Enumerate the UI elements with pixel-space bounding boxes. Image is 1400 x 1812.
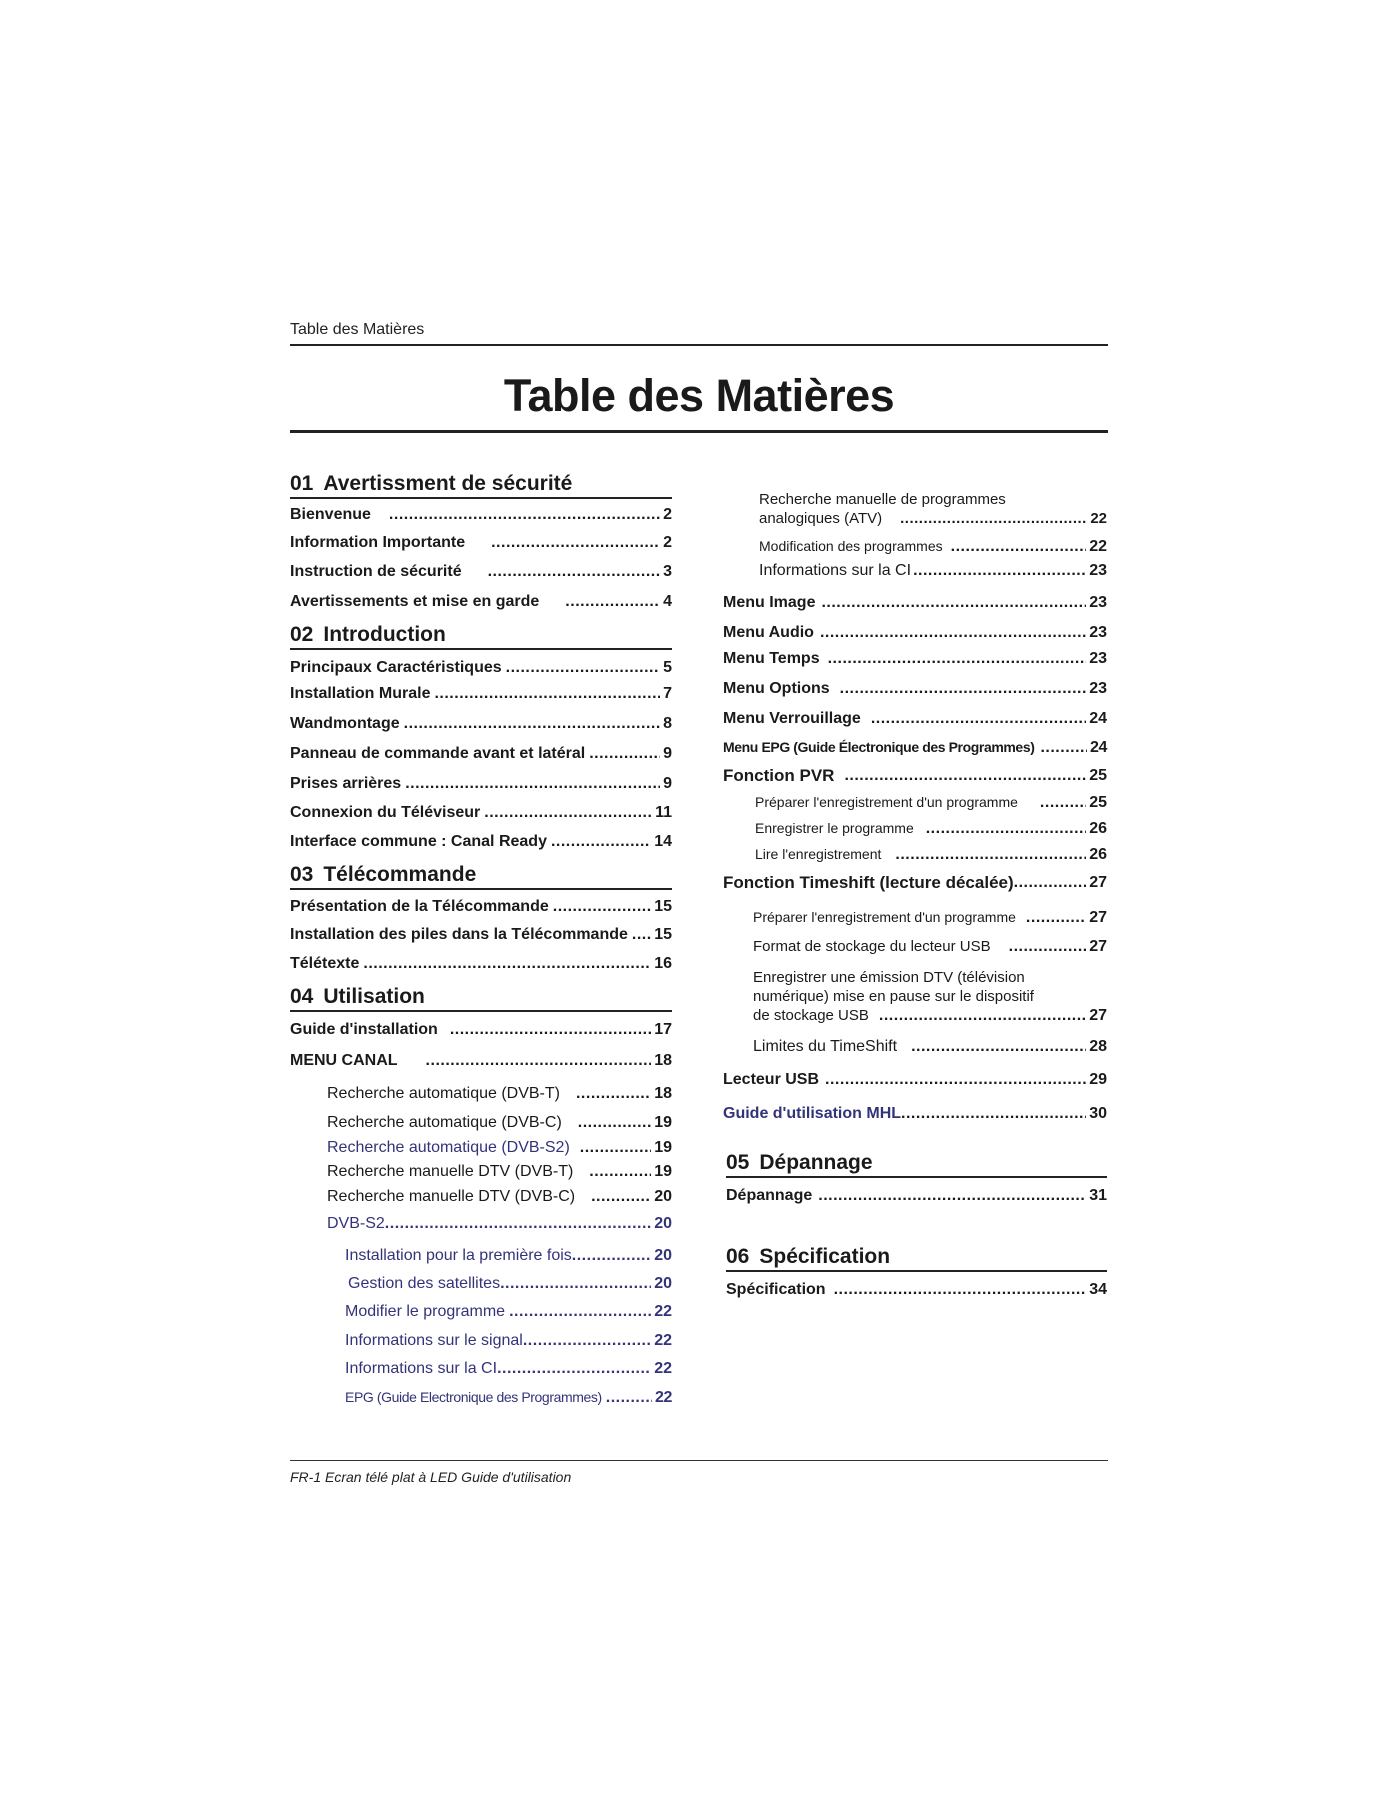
leader-dots: [553, 897, 651, 916]
toc-entry-label: Recherche automatique (DVB-S2): [327, 1139, 570, 1156]
toc-page-number: 11: [655, 804, 672, 821]
toc-page-number: 27: [1089, 874, 1107, 891]
toc-entry-label: EPG (Guide Electronique des Programmes): [345, 1389, 602, 1405]
section-title: Dépannage: [759, 1151, 873, 1174]
leader-dots: [820, 623, 1086, 642]
toc-page-number: 24: [1090, 739, 1107, 756]
toc-entry-label: Information Importante: [290, 534, 466, 551]
section-number: 02: [290, 623, 314, 646]
toc-entry-label: Menu Audio: [723, 624, 814, 641]
toc-entry-label: Guide d'installation: [290, 1021, 438, 1038]
section-heading-02: [290, 623, 672, 650]
toc-page-number: 15: [654, 898, 672, 915]
leader-dots: [434, 684, 660, 703]
toc-page-number: 14: [654, 833, 672, 850]
toc-entry-label: Recherche automatique (DVB-C): [327, 1114, 562, 1131]
toc-entry-label: Principaux Caractéristiques: [290, 659, 502, 676]
toc-entry-label: Guide d'utilisation MHL: [723, 1105, 902, 1122]
toc-page-number: 28: [1089, 1038, 1107, 1055]
leader-dots: [484, 803, 652, 822]
toc-entry-menu-verrouillage[interactable]: [723, 709, 1107, 728]
toc-entry-prises-arrieres[interactable]: [290, 774, 672, 793]
leader-dots: [591, 1187, 651, 1206]
toc-page-number: 7: [663, 685, 672, 702]
toc-entry-menu-options[interactable]: [723, 679, 1107, 698]
leader-dots: [895, 845, 1086, 864]
leader-dots: [363, 954, 651, 973]
toc-page-number: 15: [654, 926, 672, 943]
toc-page-number: 30: [1089, 1105, 1107, 1122]
toc-entry-recherche-auto-dvbs2[interactable]: [290, 1138, 672, 1157]
toc-entry-recherche-manuelle-atv-line1: [723, 490, 1107, 509]
toc-page-number: 23: [1089, 594, 1107, 611]
page-footer: FR-1 Ecran télé plat à LED Guide d'utilisation: [290, 1469, 572, 1485]
toc-entry-label: Panneau de commande avant et latéral: [290, 745, 586, 762]
toc-entry-label: Recherche automatique (DVB-T): [327, 1085, 560, 1102]
toc-entry-limites-timeshift[interactable]: [723, 1037, 1107, 1056]
leader-dots: [632, 925, 651, 944]
toc-page-number: 5: [663, 659, 672, 676]
leader-dots: [1009, 937, 1087, 956]
toc-page-number: 26: [1089, 846, 1107, 863]
page-title: Table des Matières: [503, 370, 895, 421]
section-title: Utilisation: [323, 985, 425, 1008]
leader-dots: [606, 1388, 652, 1407]
toc-page-number: 19: [654, 1163, 672, 1180]
toc-entry-label: Installation Murale: [290, 685, 431, 702]
toc-entry-recherche-manuelle-atv[interactable]: [723, 509, 1107, 528]
toc-entry-depannage[interactable]: [726, 1186, 1107, 1205]
toc-entry-lire-enregistrement[interactable]: [723, 845, 1107, 864]
toc-entry-enregistrer-emission-line2: [723, 987, 1107, 1006]
toc-entry-information-importante[interactable]: [290, 533, 672, 552]
section-number: 01: [290, 472, 314, 495]
leader-dots: [565, 592, 660, 611]
toc-entry-informations-ci[interactable]: [290, 1359, 672, 1378]
toc-page-number: 23: [1089, 680, 1107, 697]
toc-entry-installation-premiere-fois[interactable]: [290, 1246, 672, 1265]
toc-entry-preparer-enregistrement-timeshift[interactable]: [723, 908, 1107, 927]
leader-dots: [951, 537, 1087, 556]
toc-entry-label: Wandmontage: [290, 715, 400, 732]
leader-dots: [576, 1084, 651, 1103]
leader-dots: [450, 1020, 651, 1039]
toc-entry-recherche-auto-dvbc[interactable]: [290, 1113, 672, 1132]
toc-entry-enregistrer-emission[interactable]: [723, 1006, 1107, 1025]
toc-entry-label: Menu Verrouillage: [723, 710, 861, 727]
leader-dots: [834, 1280, 1087, 1299]
leader-dots: [821, 593, 1086, 612]
toc-entry-label: Fonction Timeshift (lecture décalée): [723, 873, 1014, 892]
toc-entry-label: DVB-S2: [327, 1215, 385, 1232]
toc-page-number: 26: [1089, 820, 1107, 837]
toc-entry-avertissements[interactable]: [290, 592, 672, 611]
leader-dots: [572, 1246, 651, 1265]
toc-entry-installation-piles[interactable]: [290, 925, 672, 944]
toc-page-number: 23: [1089, 562, 1107, 579]
toc-page-number: 23: [1089, 650, 1107, 667]
toc-entry-dvbs2[interactable]: [290, 1214, 672, 1233]
leader-dots: [491, 533, 660, 552]
toc-entry-enregistrer-emission-line1: [723, 968, 1107, 987]
toc-page-number: 9: [663, 775, 672, 792]
toc-page-number: 25: [1089, 794, 1107, 811]
leader-dots: [404, 714, 660, 733]
section-title: Télécommande: [323, 863, 477, 886]
toc-entry-label: Lecteur USB: [723, 1071, 820, 1088]
toc-right-column: [723, 490, 1107, 1299]
leader-dots: [589, 1162, 651, 1181]
toc-page-number: 22: [1089, 538, 1107, 555]
running-header: Table des Matières: [290, 321, 425, 338]
leader-dots: [901, 1104, 1086, 1123]
leader-dots: [500, 1274, 651, 1293]
toc-page-number: 2: [663, 534, 672, 551]
leader-dots: [509, 1302, 651, 1321]
toc-entry-teletexte[interactable]: [290, 954, 672, 973]
toc-entry-installation-murale[interactable]: [290, 684, 672, 703]
toc-entry-label: Recherche manuelle DTV (DVB-C): [327, 1188, 576, 1205]
toc-entry-label: Menu Options: [723, 680, 830, 697]
toc-entry-label: Connexion du Téléviseur: [290, 804, 481, 821]
leader-dots: [497, 1359, 651, 1378]
toc-entry-connexion-televiseur[interactable]: [290, 803, 672, 822]
toc-entry-menu-image[interactable]: [723, 593, 1107, 612]
toc-page-number: 22: [654, 1360, 672, 1377]
toc-entry-label: Modifier le programme: [345, 1303, 506, 1320]
toc-entry-menu-audio[interactable]: [723, 623, 1107, 642]
toc-entry-specification[interactable]: [726, 1280, 1107, 1299]
toc-page-number: 8: [663, 715, 672, 732]
toc-entry-label: Installation pour la première fois: [345, 1247, 572, 1264]
toc-entry-label: Recherche manuelle de programmes: [759, 491, 1006, 508]
section-heading-03: [290, 863, 672, 890]
toc-page-number: 3: [663, 563, 672, 580]
leader-dots: [879, 1006, 1086, 1025]
toc-entry-epg[interactable]: [290, 1388, 672, 1407]
toc-entry-label: Recherche manuelle DTV (DVB-T): [327, 1163, 574, 1180]
toc-entry-label: Lire l'enregistrement: [755, 846, 882, 862]
toc-entry-label: numérique) mise en pause sur le dispositif: [753, 988, 1034, 1005]
toc-entry-guide-mhl[interactable]: [723, 1104, 1107, 1123]
toc-entry-label: Menu EPG (Guide Électronique des Programmes): [723, 739, 1035, 755]
toc-entry-label: Préparer l'enregistrement d'un programme: [753, 909, 1016, 925]
leader-dots: [926, 819, 1086, 838]
toc-entry-label: Interface commune : Canal Ready: [290, 833, 547, 850]
toc-entry-label: Gestion des satellites: [348, 1275, 501, 1292]
leader-dots: [1040, 793, 1086, 812]
toc-page-number: 24: [1089, 710, 1107, 727]
leader-dots: [578, 1113, 651, 1132]
section-title: Introduction: [323, 623, 446, 646]
toc-entry-gestion-satellites[interactable]: [290, 1274, 672, 1293]
leader-dots: [488, 562, 661, 581]
toc-page-number: 22: [655, 1389, 672, 1406]
leader-dots: [828, 649, 1087, 668]
toc-page-number: 22: [654, 1332, 672, 1349]
leader-dots: [523, 1331, 651, 1350]
leader-dots: [1014, 873, 1087, 892]
toc-entry-label: Installation des piles dans la Télécommande: [290, 926, 628, 943]
toc-entry-label: Informations sur le signal: [345, 1332, 523, 1349]
toc-page-number: 16: [654, 955, 672, 972]
toc-entry-preparer-enregistrement-pvr[interactable]: [723, 793, 1107, 812]
toc-entry-fonction-pvr[interactable]: [723, 766, 1107, 785]
toc-page-number: 20: [654, 1188, 672, 1205]
toc-entry-label: Prises arrières: [290, 775, 402, 792]
toc-page-number: 17: [654, 1021, 672, 1038]
toc-entry-menu-canal[interactable]: [290, 1051, 672, 1070]
section-title: Spécification: [759, 1245, 891, 1268]
toc-left-column: [290, 472, 672, 1407]
toc-entry-format-stockage[interactable]: [723, 937, 1107, 956]
section-heading-04: [290, 985, 672, 1012]
toc-entry-recherche-manuelle-dvbc[interactable]: [290, 1187, 672, 1206]
leader-dots: [506, 658, 660, 677]
toc-entry-label: de stockage USB: [753, 1007, 869, 1024]
toc-entry-label: Informations sur la CI: [759, 562, 912, 579]
section-heading-05: [726, 1151, 1107, 1178]
toc-entry-label: Bienvenue: [290, 506, 371, 523]
section-title: Avertissment de sécurité: [323, 472, 573, 495]
leader-dots: [840, 679, 1087, 698]
toc-entry-modifier-programme[interactable]: [290, 1302, 672, 1321]
toc-page-number: 20: [654, 1215, 672, 1232]
toc-entry-menu-temps[interactable]: [723, 649, 1107, 668]
toc-entry-label: Menu Temps: [723, 650, 820, 667]
leader-dots: [389, 505, 660, 524]
leader-dots: [405, 774, 660, 793]
leader-dots: [825, 1070, 1086, 1089]
toc-entry-label: Télétexte: [290, 955, 360, 972]
toc-page-number: 27: [1089, 938, 1107, 955]
footer-rule: [290, 1460, 1108, 1461]
toc-entry-label: Limites du TimeShift: [753, 1038, 898, 1055]
leader-dots: [844, 766, 1086, 785]
toc-entry-label: Préparer l'enregistrement d'un programme: [755, 794, 1018, 810]
leader-dots: [913, 561, 1086, 580]
toc-page-number: 4: [663, 593, 672, 610]
toc-page-number: 27: [1089, 909, 1107, 926]
toc-entry-fonction-timeshift[interactable]: [723, 873, 1107, 892]
leader-dots: [385, 1214, 651, 1233]
toc-entry-enregistrer-programme[interactable]: [723, 819, 1107, 838]
toc-page-number: 29: [1089, 1071, 1107, 1088]
toc-entry-lecteur-usb[interactable]: [723, 1070, 1107, 1089]
toc-page-number: 22: [654, 1303, 672, 1320]
toc-entry-informations-signal[interactable]: [290, 1331, 672, 1350]
toc-page-number: 31: [1089, 1187, 1107, 1204]
leader-dots: [1026, 908, 1086, 927]
toc-entry-wandmontage[interactable]: [290, 714, 672, 733]
toc-entry-presentation-telecommande[interactable]: [290, 897, 672, 916]
toc-entry-instruction-securite[interactable]: [290, 562, 672, 581]
leader-dots: [911, 1037, 1086, 1056]
toc-entry-panneau-commande[interactable]: [290, 744, 672, 763]
section-number: 05: [726, 1151, 750, 1174]
leader-dots: [1040, 738, 1087, 757]
toc-page-number: 34: [1089, 1281, 1107, 1298]
toc-page-number: 23: [1089, 624, 1107, 641]
toc-entry-label: analogiques (ATV): [759, 510, 883, 527]
toc-entry-informations-ci-right[interactable]: [723, 561, 1107, 580]
leader-dots: [426, 1051, 652, 1070]
section-number: 04: [290, 985, 314, 1008]
toc-entry-modification-programmes[interactable]: [723, 537, 1107, 556]
toc-entry-principaux-caracteristiques[interactable]: [290, 658, 672, 677]
leader-dots: [551, 832, 651, 851]
toc-entry-label: Instruction de sécurité: [290, 563, 462, 580]
toc-page-number: 2: [663, 506, 672, 523]
toc-entry-label: Dépannage: [726, 1187, 813, 1204]
toc-page-number: 18: [654, 1052, 672, 1069]
leader-dots: [818, 1186, 1086, 1205]
toc-entry-guide-installation[interactable]: [290, 1020, 672, 1039]
toc-page-number: 19: [654, 1114, 672, 1131]
section-heading-06: [726, 1245, 1107, 1272]
toc-entry-recherche-manuelle-dvbt[interactable]: [290, 1162, 672, 1181]
toc-entry-label: Menu Image: [723, 594, 816, 611]
toc-entry-label: Présentation de la Télécommande: [290, 898, 549, 915]
toc-entry-label: Avertissements et mise en garde: [290, 593, 540, 610]
leader-dots: [900, 509, 1087, 528]
toc-page-number: 22: [1090, 510, 1107, 527]
toc-entry-label: Modification des programmes: [759, 538, 943, 554]
section-heading-01: [290, 472, 672, 499]
toc-page-number: 25: [1089, 767, 1107, 784]
toc-entry-menu-epg[interactable]: [723, 738, 1107, 757]
toc-entry-label: Enregistrer une émission DTV (télévision: [753, 969, 1025, 986]
toc-entry-label: Fonction PVR: [723, 766, 835, 785]
header-rule: [290, 344, 1108, 346]
toc-entry-label: MENU CANAL: [290, 1052, 398, 1069]
toc-page-number: 18: [654, 1085, 672, 1102]
title-rule: [290, 430, 1108, 433]
toc-entry-label: Format de stockage du lecteur USB: [753, 938, 991, 955]
leader-dots: [580, 1138, 651, 1157]
section-number: 06: [726, 1245, 750, 1268]
toc-entry-bienvenue[interactable]: [290, 505, 672, 524]
toc-page-number: 9: [663, 745, 672, 762]
toc-entry-interface-commune[interactable]: [290, 832, 672, 851]
toc-page-number: 27: [1089, 1007, 1107, 1024]
section-number: 03: [290, 863, 314, 886]
toc-entry-label: Informations sur la CI: [345, 1360, 498, 1377]
leader-dots: [871, 709, 1086, 728]
toc-page-number: 20: [654, 1275, 672, 1292]
toc-entry-label: Spécification: [726, 1281, 826, 1298]
toc-page-number: 20: [654, 1247, 672, 1264]
toc-page-number: 19: [654, 1139, 672, 1156]
toc-entry-label: Enregistrer le programme: [755, 820, 914, 836]
toc-entry-recherche-auto-dvbt[interactable]: [290, 1084, 672, 1103]
leader-dots: [589, 744, 660, 763]
